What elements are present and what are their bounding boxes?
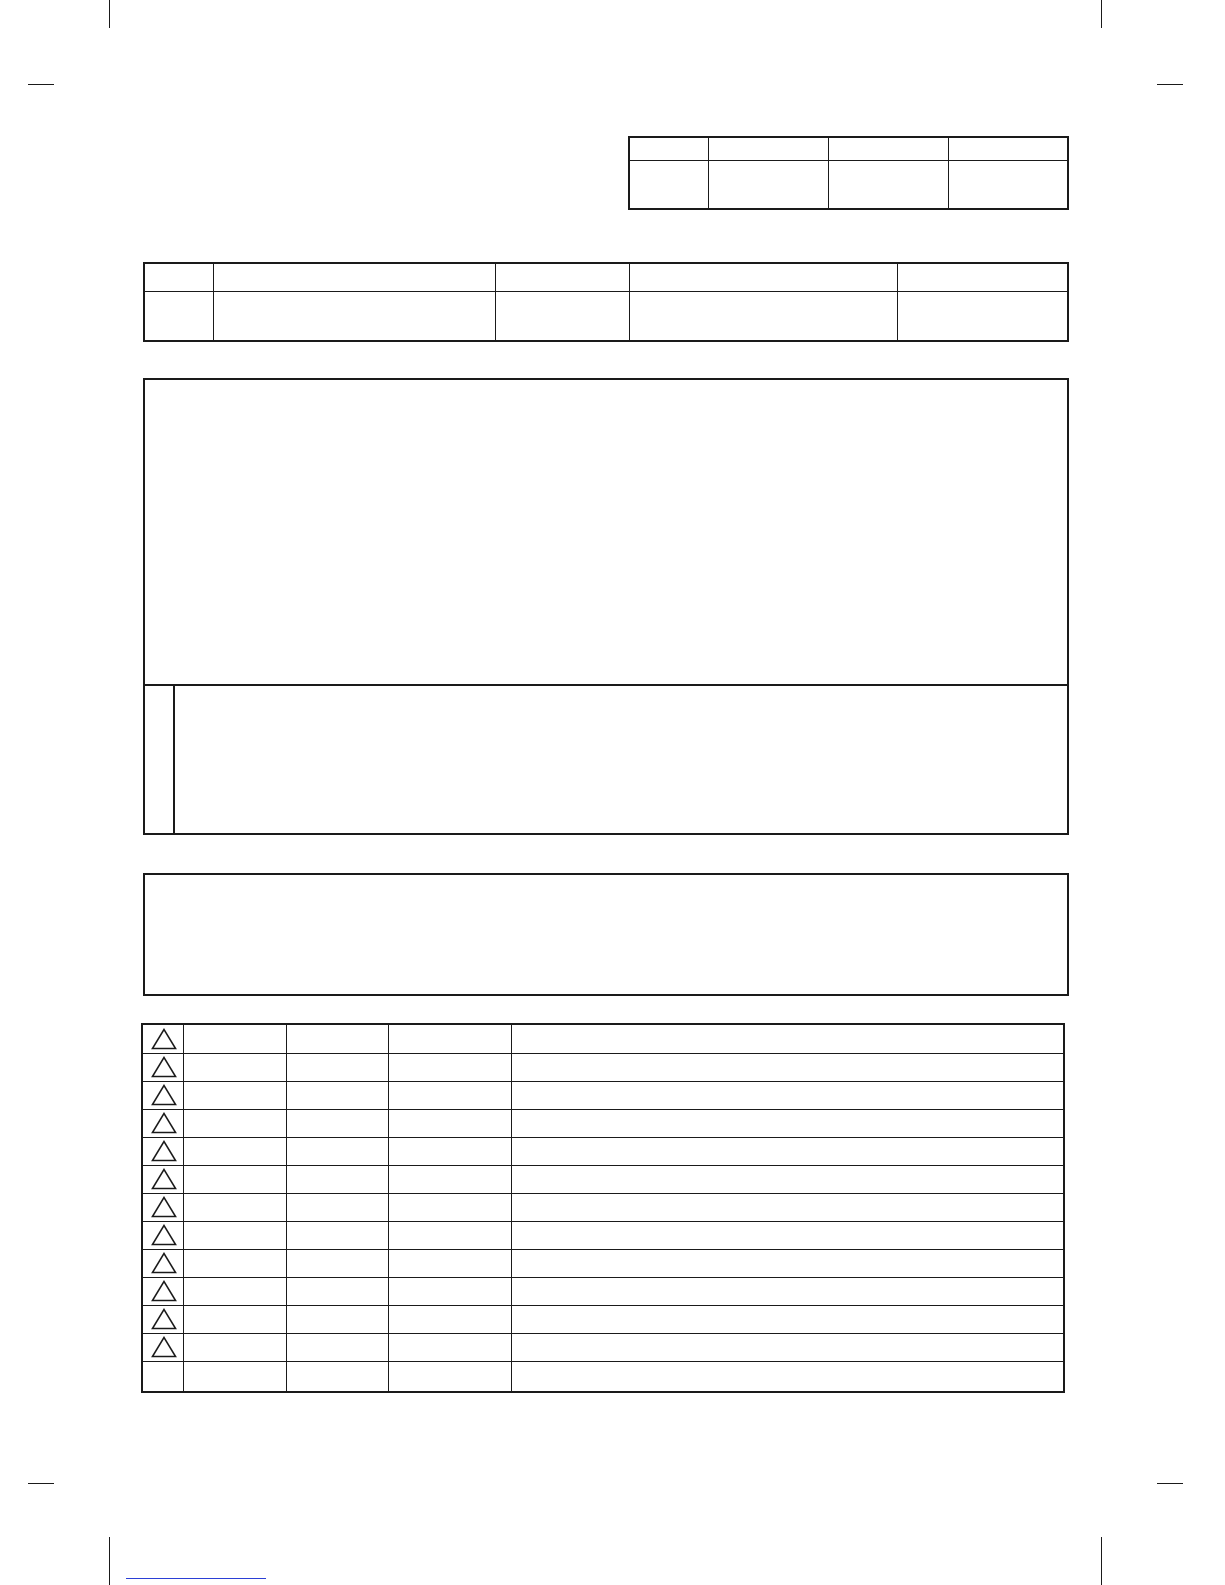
revision-cell-4 — [512, 1194, 1063, 1221]
header-table-header-3 — [829, 138, 948, 160]
revision-cell-3 — [389, 1110, 511, 1137]
revision-cell-2 — [287, 1362, 388, 1389]
info-table — [143, 262, 1069, 342]
revision-cell-4 — [512, 1250, 1063, 1277]
header-table-header-1 — [630, 138, 708, 160]
header-table-value-2 — [709, 161, 828, 208]
revision-row — [143, 1137, 1063, 1165]
revision-cell-1 — [184, 1138, 286, 1165]
crop-mark-right-top — [1157, 84, 1183, 85]
revision-cell-2 — [287, 1194, 388, 1221]
revision-cell-2 — [287, 1250, 388, 1277]
revision-cell-3 — [389, 1194, 511, 1221]
revision-cell-4 — [512, 1334, 1063, 1361]
revision-row — [143, 1025, 1063, 1053]
revision-cell-4 — [512, 1166, 1063, 1193]
revision-row — [143, 1361, 1063, 1389]
revision-cell-3 — [389, 1306, 511, 1333]
revision-row — [143, 1193, 1063, 1221]
revision-cell-3 — [389, 1026, 511, 1053]
notes-box — [143, 873, 1069, 996]
revision-row — [143, 1053, 1063, 1081]
revision-cell-1 — [184, 1054, 286, 1081]
revision-cell-4 — [512, 1026, 1063, 1053]
info-table-header-4 — [630, 264, 897, 291]
warning-triangle-icon — [151, 1252, 177, 1274]
revision-cell-4 — [512, 1222, 1063, 1249]
revision-row — [143, 1221, 1063, 1249]
revision-cell-4 — [512, 1110, 1063, 1137]
revision-cell-3 — [389, 1054, 511, 1081]
info-table-header-2 — [214, 264, 495, 291]
revision-cell-3 — [389, 1362, 511, 1389]
info-table-value-2 — [214, 292, 495, 340]
revision-row — [143, 1081, 1063, 1109]
revision-cell-2 — [287, 1334, 388, 1361]
revision-cell-2 — [287, 1166, 388, 1193]
revision-row — [143, 1165, 1063, 1193]
crop-mark-right-bottom — [1157, 1483, 1183, 1484]
warning-triangle-icon — [151, 1196, 177, 1218]
revision-cell-4 — [512, 1138, 1063, 1165]
revision-cell-2 — [287, 1110, 388, 1137]
revision-cell-2 — [287, 1138, 388, 1165]
revision-cell-3 — [389, 1250, 511, 1277]
revision-cell-3 — [389, 1166, 511, 1193]
header-table-value-4 — [949, 161, 1067, 208]
info-table-header-1 — [145, 264, 213, 291]
crop-mark-left-bottom — [28, 1483, 54, 1484]
revision-cell-1 — [184, 1026, 286, 1053]
revision-row — [143, 1249, 1063, 1277]
revision-cell-3 — [389, 1082, 511, 1109]
revision-row — [143, 1277, 1063, 1305]
footer-link[interactable] — [126, 1578, 266, 1579]
revision-cell-3 — [389, 1278, 511, 1305]
revision-cell-1 — [184, 1110, 286, 1137]
revision-rows — [143, 1025, 1063, 1391]
revision-cell-4 — [512, 1306, 1063, 1333]
header-table-value-3 — [829, 161, 948, 208]
info-table-header-3 — [496, 264, 629, 291]
warning-triangle-icon — [151, 1140, 177, 1162]
warning-triangle-icon — [151, 1112, 177, 1134]
revision-cell-1 — [184, 1166, 286, 1193]
revision-cell-3 — [389, 1334, 511, 1361]
main-upper-area — [145, 380, 1067, 684]
revision-cell-2 — [287, 1082, 388, 1109]
header-table-header-2 — [709, 138, 828, 160]
main-content-box — [143, 378, 1069, 835]
revision-cell-4 — [512, 1082, 1063, 1109]
warning-triangle-icon — [151, 1336, 177, 1358]
header-table-header-4 — [949, 138, 1067, 160]
revision-cell-4 — [512, 1278, 1063, 1305]
info-table-value-5 — [898, 292, 1067, 340]
revision-cell-2 — [287, 1222, 388, 1249]
revision-cell-1 — [184, 1082, 286, 1109]
warning-triangle-icon — [151, 1224, 177, 1246]
revision-cell-2 — [287, 1054, 388, 1081]
warning-triangle-icon — [151, 1308, 177, 1330]
revision-cell-2 — [287, 1306, 388, 1333]
crop-mark-bottom-left — [109, 1537, 110, 1585]
revision-cell-1 — [184, 1362, 286, 1389]
main-lower-area — [175, 686, 1067, 833]
revision-cell-2 — [287, 1026, 388, 1053]
revision-cell-3 — [389, 1222, 511, 1249]
revision-cell-3 — [389, 1138, 511, 1165]
revision-cell-2 — [287, 1278, 388, 1305]
header-table — [628, 136, 1069, 210]
crop-mark-top-left — [109, 0, 110, 28]
main-side-label — [145, 686, 173, 833]
header-table-value-1 — [630, 161, 708, 208]
revision-cell-1 — [184, 1250, 286, 1277]
info-table-value-4 — [630, 292, 897, 340]
info-table-header-5 — [898, 264, 1067, 291]
info-table-value-1 — [145, 292, 213, 340]
notes-text — [145, 875, 1067, 994]
revision-cell-1 — [184, 1194, 286, 1221]
info-table-value-3 — [496, 292, 629, 340]
crop-mark-bottom-right — [1101, 1537, 1102, 1585]
warning-triangle-icon — [151, 1084, 177, 1106]
revision-row — [143, 1333, 1063, 1361]
revision-cell-4 — [512, 1362, 1063, 1389]
warning-triangle-icon — [151, 1168, 177, 1190]
revision-cell-4 — [512, 1054, 1063, 1081]
revision-table — [141, 1023, 1065, 1393]
crop-mark-left-top — [28, 84, 54, 85]
revision-row — [143, 1109, 1063, 1137]
warning-triangle-icon — [151, 1280, 177, 1302]
warning-triangle-icon — [151, 1056, 177, 1078]
crop-mark-top-right — [1101, 0, 1102, 28]
revision-cell-1 — [184, 1334, 286, 1361]
revision-cell-1 — [184, 1306, 286, 1333]
revision-cell-1 — [184, 1278, 286, 1305]
revision-cell-1 — [184, 1222, 286, 1249]
warning-triangle-icon — [151, 1028, 177, 1050]
revision-row — [143, 1305, 1063, 1333]
